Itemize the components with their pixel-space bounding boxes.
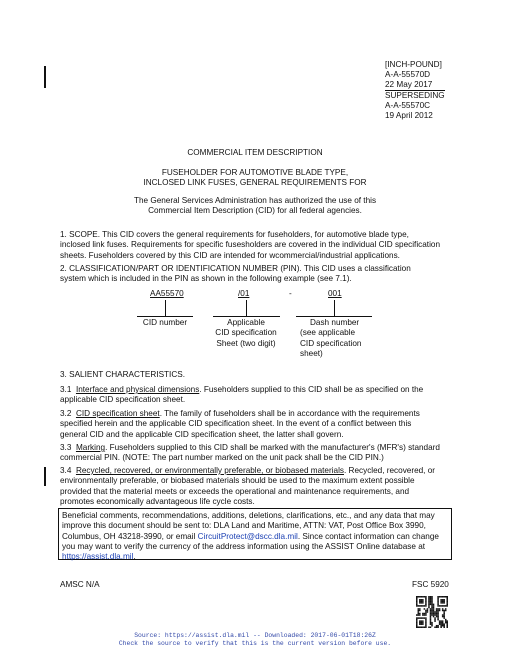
p33-text-1: . Fuseholders supplied to this CID shall be marked with the manufacturer's (MFR's) standard [105,443,440,452]
scope-line-3: sheets. Fuseholders covered by this CID are intended for wcommercial/industrial applications. [60,250,400,260]
pin-label-sheet-3: Sheet (two digit) [216,338,276,348]
superseding-label: SUPERSEDING [385,91,445,100]
pin-connector-sheet [246,300,247,316]
paragraph-3-2 [60,409,452,440]
authorization-line-1: The General Services Administration has authorized the use of this [133,196,377,205]
pin-dash-number: 001 [328,289,342,298]
footer-check-line: Check the source to verify that this is the current version before use. [118,640,392,647]
pin-separator: - [289,289,292,298]
change-bar-header [44,66,46,88]
pin-bracket-sheet [213,316,280,317]
authorization-line-2: Commercial Item Description (CID) for all federal agencies. [148,206,362,215]
pin-connector-cid [165,300,166,316]
p34-text-4: promotes economically advantageous life cycle costs. [60,496,255,506]
comments-box [58,508,452,560]
paragraph-3-1 [60,385,452,406]
pin-connector-dash [334,300,335,316]
pin-label-dash-2: (see applicable [300,328,356,338]
document-header-block [385,60,485,121]
superseded-document-id: A-A-55570C [385,101,431,110]
p32-text-3: general CID and the applicable CID specification sheet, the latter shall govern. [60,429,344,439]
document-date: 22 May 2017 [385,80,433,89]
p32-number: 3.2 [60,409,72,418]
comments-line-1: Beneficial comments, recommendations, additions, deletions, clarifications, etc., and any data that may [62,511,435,520]
comments-line-3-pre: Columbus, OH 43218-3990, or email [62,531,198,541]
pin-label-dash-1: Dash number [310,318,360,327]
pin-bracket-dash [296,316,372,317]
pin-sheet-number: /01 [238,289,250,298]
doctype-label: [INCH-POUND] [385,60,442,69]
email-link[interactable]: CircuitProtect@dscc.dla.mil [197,531,298,541]
classification-line-2: system which is included in the PIN as shown in the following example (see 7.1). [60,274,352,284]
title-line-2: INCLOSED LINK FUSES, GENERAL REQUIREMENTS FOR [143,178,367,187]
pin-label-sheet-1: Applicable [227,318,265,327]
pin-bracket-cid [137,316,193,317]
p33-number: 3.3 [60,443,72,452]
scope-line-2: inclosed link fuses. Requirements for specific fusesholders are covered in the individual CID specification [60,240,440,250]
p34-text-1: . Recycled, recovered, or [344,466,436,475]
pin-label-dash-4: sheet) [300,348,323,358]
p31-text-1: . Fuseholders supplied to this CID shall be as specified on the [199,385,424,394]
document-id: A-A-55570D [385,70,431,79]
classification-paragraph [60,264,452,285]
p31-title: Interface and physical dimensions [75,385,200,394]
comments-line-4: you may want to verify the currency of the address information using the ASSIST Online database at [62,541,426,551]
p34-text-3: provided that the material meets or exceeds the operational and maintenance requirements, and [60,486,410,496]
pin-example-diagram [0,288,510,358]
p31-text-2: applicable CID specification sheet. [60,395,186,405]
comments-line-2: improve this document should be sent to: DLA Land and Maritime, ATTN: VAT, Post Office Box 3990, [62,521,426,531]
qr-code-icon [416,596,448,628]
comments-line-3-post: . Since contact information can change [297,531,439,541]
change-bar-section-3-4 [44,467,46,486]
p34-title: Recycled, recovered, or environmentally preferable, or biobased materials [75,466,344,475]
paragraph-3-3 [60,443,452,464]
p32-text-2: specified herein and the applicable CID specification sheet. In the event of a conflict between this [60,419,412,429]
superseded-document-date: 19 April 2012 [385,111,433,120]
pin-label-dash [300,318,372,359]
pin-label-sheet [205,318,287,349]
document-type-title: COMMERCIAL ITEM DESCRIPTION [187,148,323,157]
amsc-label: AMSC N/A [60,580,100,589]
assist-url-link[interactable]: https://assist.dla.mil [62,552,134,561]
salient-heading: 3. SALIENT CHARACTERISTICS. [60,370,185,379]
p34-number: 3.4 [60,466,72,475]
p31-number: 3.1 [60,385,72,394]
scope-line-1: 1. SCOPE. This CID covers the general requirements for fuseholders, for automotive blade type, [60,230,409,239]
title-line-1: FUSEHOLDER FOR AUTOMOTIVE BLADE TYPE, [161,168,349,177]
url-tail: . [133,552,136,561]
footer-source-line: Source: https://assist.dla.mil -- Downloaded: 2017-06-01T18:26Z [134,632,376,639]
pin-label-cid: CID number [142,318,188,327]
pin-label-sheet-2: CID specification [215,328,277,338]
p32-title: CID specification sheet [75,409,160,418]
p34-text-2: environmentally preferable, or biobased materials should be used to the maximum extent possible [60,476,415,486]
paragraph-3-4 [60,466,452,507]
footer-source-notice [0,632,510,648]
classification-line-1: 2. CLASSIFICATION/PART OR IDENTIFICATION NUMBER (PIN). This CID uses a classification [60,264,411,273]
p33-title: Marking [75,443,106,452]
fsc-label: FSC 5920 [412,580,449,589]
scope-paragraph [60,230,452,261]
p32-text-1: . The family of fuseholders shall be in accordance with the requirements [159,409,420,418]
pin-cid-number: AA55570 [150,289,184,298]
p33-text-2: commercial PIN. (NOTE: The part number marked on the unit pack shall be the CID PIN.) [60,453,384,463]
pin-label-dash-3: CID specification [300,338,362,348]
